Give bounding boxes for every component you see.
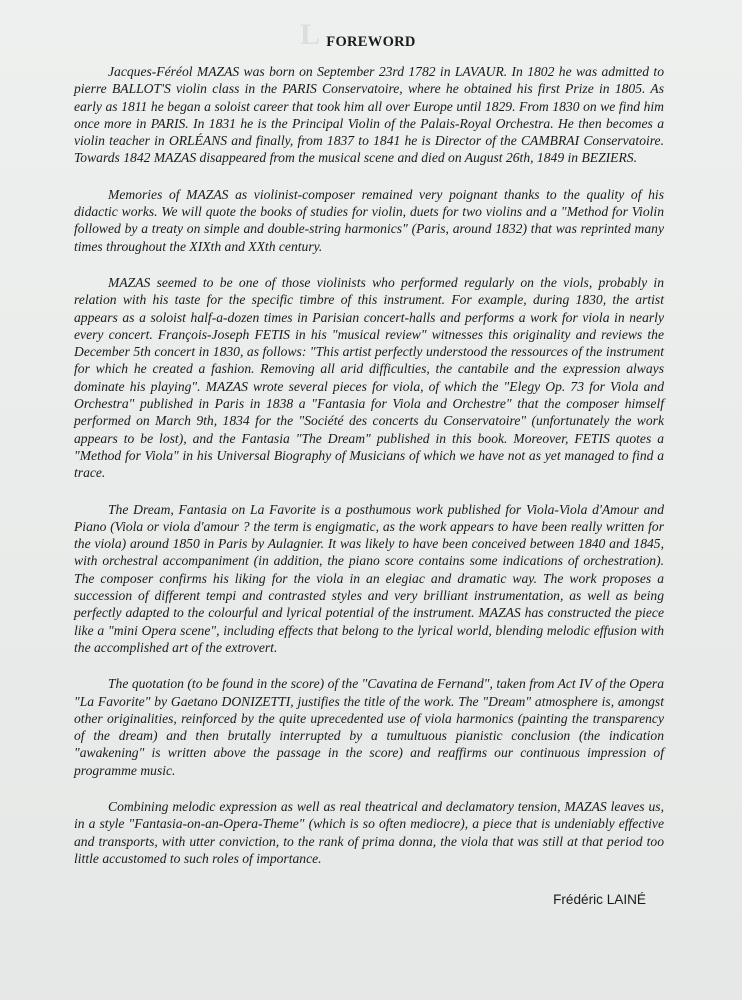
paragraph-viola-works: MAZAS seemed to be one of those violinists who performed regularly on the viols, probably in relation with his taste for the specific timbre of this instrument. For example, during 1830, the artist appears as a soloist half-a-dozen times in Parisian concert-halls and performs a work for viola in nearly every concert. François-Joseph FETIS in his "musical review" witnesses this originality and reviews the December 5th concert in 1830, as follows: "This artist perfectly understood the ressources of the instrument for which he created a fashion. Removing all arid difficulties, the cantabile and the expression always dominate his playing". MAZAS wrote several pieces for viola, of which the "Elegy Op. 73 for Viola and Orchestra" published in Paris in 1838 a "Fantasia for Viola and Orchestre" that the composer himself performed on March 9th, 1834 for the "Société des concerts du Conservatoire" (unfortunately the work appears to be lost), and the Fantasia "The Dream" published in this book. Moreover, FETIS quotes a "Method for Viola" in his Universal Biography of Musicians of which we have not as yet managed to find a trace. [74,274,664,481]
bleed-through-watermark: L [300,18,323,51]
author-signature: Frédéric LAINÉ [553,892,646,907]
paragraph-biography: Jacques-Féréol MAZAS was born on September 23rd 1782 in LAVAUR. In 1802 he was admitted to pierre BALLOT'S violin class in the PARIS Conservatoire, where he obtained his first Prize in 1805. As early as 1811 he began a soloist career that took him all over Europe until 1829. From 1830 on we find him once more in PARIS. In 1831 he is the Principal Violin of the Palais-Royal Orchestra. He then becomes a violin teacher in ORLÉANS and finally, from 1837 to 1841 he is Director of the CAMBRAI Conservatoire. Towards 1842 MAZAS disappeared from the musical scene and died on August 26th, 1849 in BEZIERS. [74,64,664,166]
paragraph-quotation: The quotation (to be found in the score) of the "Cavatina de Fernand", taken from Act IV of the Opera "La Favorite" by Gaetano DONIZETTI, justifies the title of the work. The "Dream" atmosphere is, amongst other originalities, reinforced by the quite uprecedented use of viola harmonics (painting the transparency of the dream) and then brutally interrupted by a tumultuous pianistic conclusion (the indication "awakening" is written above the passage in the score) and reaffirms our continuous impression of programme music. [74,676,664,778]
paragraph-didactic-works: Memories of MAZAS as violinist-composer remained very poignant thanks to the quality of his didactic works. We will quote the books of studies for violin, duets for two violins and a "Method for Violin followed by a treaty on simple and double-string harmonics" (Paris, around 1832) that was reprinted many times throughout the XIXth and XXth century. [74,186,664,254]
paragraph-the-dream: The Dream, Fantasia on La Favorite is a posthumous work published for Viola-Viola d'Amour and Piano (Viola or viola d'amour ? the term is engigmatic, as the work appears to have been really written for the viola) around 1850 in Paris by Aulagnier. It was likely to have been conceived between 1840 and 1845, with orchestral accompaniment (in addition, the piano score contains some indications of orchestration). The composer confirms his liking for the viola in an elegiac and dramatic way. The work proposes a succession of different tempi and contrasted styles and very brilliant instrumentation, as well as being perfectly adapted to the colourful and lyrical potential of the instrument. MAZAS has constructed the piece like a "mini Opera scene", including effects that belong to the lyrical world, blending melodic effusion with the accomplished art of the extrovert. [74,501,664,655]
body-text [74,63,664,886]
page-title: FOREWORD [326,34,416,50]
paragraph-conclusion: Combining melodic expression as well as real theatrical and declamatory tension, MAZAS leaves us, in a style "Fantasia-on-an-Opera-Theme" (which is so often mediocre), a piece that is undeniably effective and transports, with utter conviction, to the rank of prima donna, the viola that was still at that period too little accustomed to such roles of importance. [74,798,664,866]
